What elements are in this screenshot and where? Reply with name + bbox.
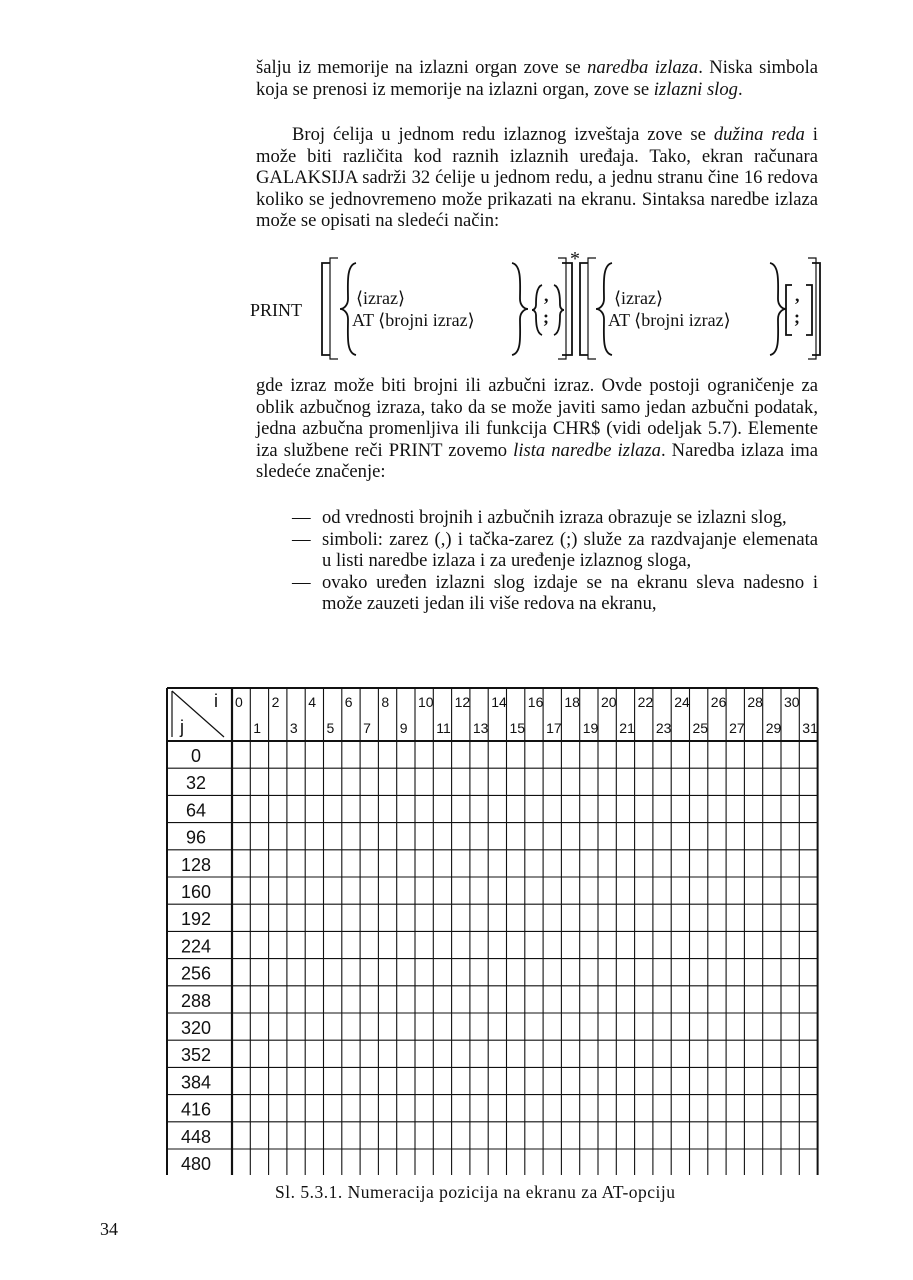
- grid-column-number: 3: [289, 720, 298, 736]
- syntax-comma: ,: [544, 285, 549, 305]
- p2-run-2: i može biti različita kod raznih izlaznih uređaja. Tako, ekran računara GALAKSIJA sadrži 32 ćelije u jednom redu, a jednu stranu čine 16 redova koliko se jednovremeno može prikazati na ekranu. Sintaksa naredbe izlaza može se opisati na sledeći način:: [256, 124, 818, 232]
- grid-row-label: 0: [190, 746, 202, 766]
- grid-column-number: 27: [729, 720, 745, 736]
- grid-row-label: 64: [185, 800, 207, 821]
- grid-column-number: 11: [436, 720, 451, 736]
- grid-header-j: j: [180, 717, 184, 737]
- grid-column-number: 17: [546, 720, 562, 736]
- grid-column-number: 0: [235, 694, 243, 710]
- grid-column-number: 8: [381, 694, 390, 710]
- grid-row-label: 32: [185, 773, 207, 794]
- grid-column-number: 6: [344, 694, 353, 710]
- grid-column-number: 22: [637, 694, 654, 710]
- p1-run-2: . Niska simbola koja se prenosi iz memorije na izlazni organ, zove se: [256, 57, 819, 100]
- bullet-item: [256, 572, 818, 615]
- screen-position-grid: [166, 687, 822, 1180]
- grid-column-number: 12: [454, 694, 471, 710]
- syntax-option-at: AT ⟨brojni izraz⟩: [352, 310, 475, 330]
- grid-column-number: 23: [655, 720, 672, 736]
- grid-column-number: 28: [747, 694, 763, 710]
- bullet-text: od vrednosti brojnih i azbučnih izraza obrazuje se izlazni slog,: [322, 507, 787, 528]
- grid-svg: [166, 687, 822, 1175]
- grid-row-label: 256: [180, 963, 212, 984]
- paragraph-2-text: [256, 124, 818, 232]
- grid-row-label: 160: [180, 882, 212, 902]
- grid-column-number: 24: [674, 694, 690, 710]
- syntax-repeat-star: *: [570, 248, 580, 270]
- p3-run-1: lista naredbe izlaza: [513, 439, 661, 461]
- p1-run-0: šalju iz memorije na izlazni organ zove se: [256, 57, 588, 78]
- grid-column-number: 14: [491, 694, 507, 710]
- grid-column-number: 31: [802, 720, 818, 736]
- grid-column-number: 26: [710, 694, 727, 710]
- figure-caption: Sl. 5.3.1. Numeracija pozicija na ekranu za AT-opciju: [275, 1182, 676, 1202]
- print-keyword: PRINT: [250, 300, 303, 320]
- grid-column-number: 29: [765, 720, 782, 736]
- grid-column-number: 5: [326, 720, 335, 736]
- grid-row-label: 288: [180, 990, 212, 1011]
- grid-column-number: 1: [253, 720, 262, 736]
- grid-column-number: 2: [271, 694, 280, 710]
- syntax-option-at-2: AT ⟨brojni izraz⟩: [608, 310, 731, 330]
- grid-row-label: 352: [180, 1045, 212, 1066]
- grid-column-number: 19: [582, 720, 599, 736]
- grid-row-label: 128: [180, 854, 212, 875]
- syntax-semicolon: ;: [543, 307, 549, 327]
- grid-row-label: 416: [180, 1099, 212, 1120]
- grid-column-number: 30: [784, 694, 800, 710]
- syntax-comma-2: ,: [795, 285, 800, 305]
- grid-column-number: 15: [509, 720, 526, 736]
- p1-run-3: izlazni slog: [653, 78, 738, 100]
- grid-column-number: 10: [418, 694, 434, 710]
- grid-row-label: 224: [180, 936, 212, 957]
- paragraph-1: [256, 57, 818, 100]
- paragraph-3-text: [256, 375, 818, 483]
- grid-row-label: 96: [185, 827, 207, 848]
- paragraph-2: [256, 124, 818, 232]
- bullet-text: ovako uređen izlazni slog izdaje se na ekranu sleva nadesno i može zauzeti jedan ili više redova na ekranu,: [322, 571, 818, 615]
- paragraph-3: [256, 375, 818, 483]
- p3-run-0: gde izraz može biti brojni ili azbučni izraz. Ovde postoji ograničenje za oblik azbučnog izraza, tako da se može javiti samo jedan azbučni podatak, jedna azbučna promenljiva ili funkcija CHR$ (vidi odeljak 5.7). Elemente iza službene reči PRINT zovemo: [256, 375, 818, 461]
- grid-column-number: 20: [601, 694, 617, 710]
- p1-run-4: .: [737, 78, 743, 100]
- grid-column-number: 18: [564, 694, 580, 710]
- p2-run-1: dužina reda: [713, 124, 805, 145]
- syntax-option-expression: ⟨izraz⟩: [356, 288, 406, 308]
- bullet-dash: —: [292, 507, 311, 528]
- grid-row-label: 448: [180, 1126, 212, 1147]
- print-syntax-diagram: [246, 248, 826, 365]
- bullet-dash: —: [292, 528, 311, 550]
- syntax-option-expression-2: ⟨izraz⟩: [614, 288, 664, 308]
- bullet-list: [256, 507, 818, 615]
- grid-column-number: 25: [692, 720, 709, 736]
- grid-column-number: 7: [363, 720, 371, 736]
- grid-row-label: 480: [180, 1154, 212, 1174]
- p2-run-0: Broj ćelija u jednom redu izlaznog izveštaja zove se: [292, 124, 714, 145]
- grid-column-number: 16: [527, 694, 544, 710]
- p3-run-2: . Naredba izlaza ima sledeće značenje:: [256, 439, 818, 483]
- grid-column-number: 21: [619, 720, 635, 736]
- grid-column-number: 13: [472, 720, 489, 736]
- grid-row-label: 320: [180, 1018, 212, 1038]
- page-number: 34: [100, 1219, 118, 1239]
- syntax-brackets: [246, 255, 826, 365]
- bullet-item: [256, 507, 818, 529]
- grid-column-number: 9: [399, 720, 408, 736]
- syntax-semicolon-2: ;: [794, 307, 800, 327]
- grid-header-i: i: [214, 691, 218, 711]
- paragraph-1-text: [256, 57, 818, 100]
- grid-column-number: 4: [308, 694, 316, 710]
- grid-row-label: 192: [180, 909, 212, 930]
- grid-row-label: 384: [180, 1072, 212, 1093]
- bullet-text: simboli: zarez (,) i tačka-zarez (;) služe za razdvajanje elemenata u listi naredbe izlaza i za uređenje izlaznog sloga,: [322, 528, 818, 572]
- p1-run-1: naredba izlaza: [587, 57, 699, 78]
- bullet-item: [256, 529, 818, 572]
- bullet-dash: —: [292, 571, 311, 593]
